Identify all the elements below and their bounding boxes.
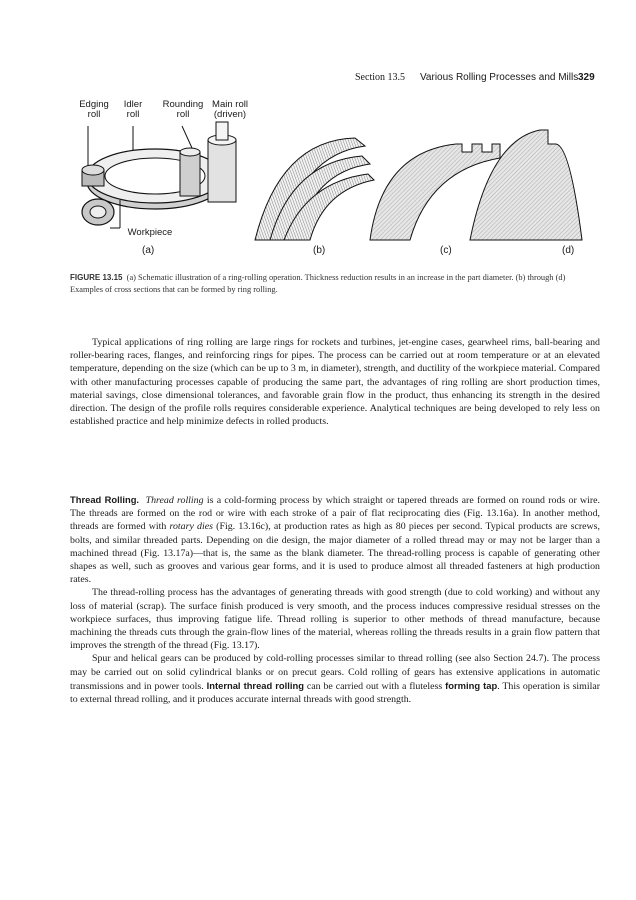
callout-rounding-roll: Rounding roll [162, 99, 204, 120]
paragraph-text: Spur and helical gears can be produced by cold-rolling processes similar to thread rolling (see also Section 24.7). The process may be carried out on solid cylindrical blanks or on precut gears. Cold rolling of gears has extensive applications in automatic transmissions and in power tools. [70, 653, 600, 692]
term-forming-tap: forming tap [445, 679, 498, 691]
page-number: 329 [578, 72, 595, 83]
section-thread-rolling [70, 493, 600, 706]
caption-label: FIGURE 13.15 [70, 273, 123, 282]
panel-b-cross-section [255, 138, 374, 240]
callout-edging-roll: Edging roll [79, 99, 109, 120]
callout-workpiece: Workpiece [127, 227, 173, 238]
paragraph-ring-rolling-applications [70, 336, 600, 428]
ring-rolling-illustration [70, 100, 610, 245]
callout-idler-roll: Idler roll [123, 99, 143, 120]
term-thread-rolling: Thread rolling [145, 495, 204, 506]
paragraph-text: is a cold-forming process by which straight or tapered threads are formed on round rods or wire. The threads are formed on the rod or wire with each stroke of a pair of flat reciprocating dies (Fig. 13.16a). In another method, threads are formed with [70, 495, 601, 533]
panel-a-drawing [82, 122, 236, 228]
paragraph-text: can be carried out with a fluteless [303, 680, 446, 692]
header-section-number: Section 13.5 [355, 72, 405, 83]
paragraph-text: (Fig. 13.16c), at production rates as high as 80 pieces per second. Typical products are screws, bolts, and similar threaded parts. Depending on die design, the major diameter of a rolled thread may or may not be larger than a machined thread (Fig. 13.17a)—that is, the same as the blank diameter. The thread-rolling process is capable of generating other shapes as well, such as grooves and various gear forms, and it is used to produce almost all threaded fasteners at high production rates. [70, 521, 600, 586]
panel-label-a: (a) [142, 245, 155, 256]
run-in-heading: Thread Rolling. [70, 494, 140, 505]
paragraph-text: Typical applications of ring rolling are large rings for rockets and turbines, jet-engine cases, gearwheel rims, ball-bearing and roller-bearing races, flanges, and reinforcing rings for pipes. The process can be carried out at room temperature or at an elevated temperature, depending on the size (which can be up to 3 m, in diameter), strength, and ductility of the workpiece material. Compared with other manufacturing processes capable of producing the same part, the advantages of ring rolling are short production times, material savings, close dimensional tolerances, and favorable grain flow in the product, thus enhancing its strength in the desired direction. The design of the profile rolls requires considerable experience. Analytical techniques are being developed to rely less on established practice and help minimize defects in rolled products. [70, 337, 600, 428]
term-rotary-dies: rotary dies [169, 521, 213, 533]
paragraph-thread-rolling-intro [70, 493, 600, 586]
running-header [0, 72, 600, 88]
figure-13-15 [70, 100, 610, 260]
paragraph-gear-rolling [70, 652, 600, 706]
callout-main-roll: Main roll (driven) [212, 99, 248, 120]
panel-label-b: (b) [313, 245, 326, 256]
header-section-title: Various Rolling Processes and Mills [420, 72, 579, 83]
paragraph-text: . This operation is similar to external thread rolling, and it produces accurate internal threads with good strength. [70, 680, 601, 706]
term-internal-thread-rolling: Internal thread rolling [206, 679, 304, 691]
panel-label-c: (c) [440, 245, 452, 256]
panel-label-d: (d) [562, 245, 575, 256]
paragraph-thread-rolling-advantages: The thread-rolling process has the advantages of generating threads with good strength (due to cold working) and without any loss of material (scrap). The surface finish produced is very smooth, and the process induces compressive residual stresses on the workpiece surfaces, thus improving fatigue life. Thread rolling is superior to other methods of thread manufacture, because machining the threads cuts through the grain-flow lines of the material, whereas rolling the threads results in a grain flow pattern that improves the strength of the thread (Fig. 13.17). [70, 587, 600, 652]
panel-d-cross-section [470, 130, 582, 240]
figure-caption [70, 272, 600, 295]
caption-text: (a) Schematic illustration of a ring-rolling operation. Thickness reduction results in an increase in the part diameter. (b) through (d) Examples of cross sections that can be formed by ring rolling. [70, 273, 566, 294]
